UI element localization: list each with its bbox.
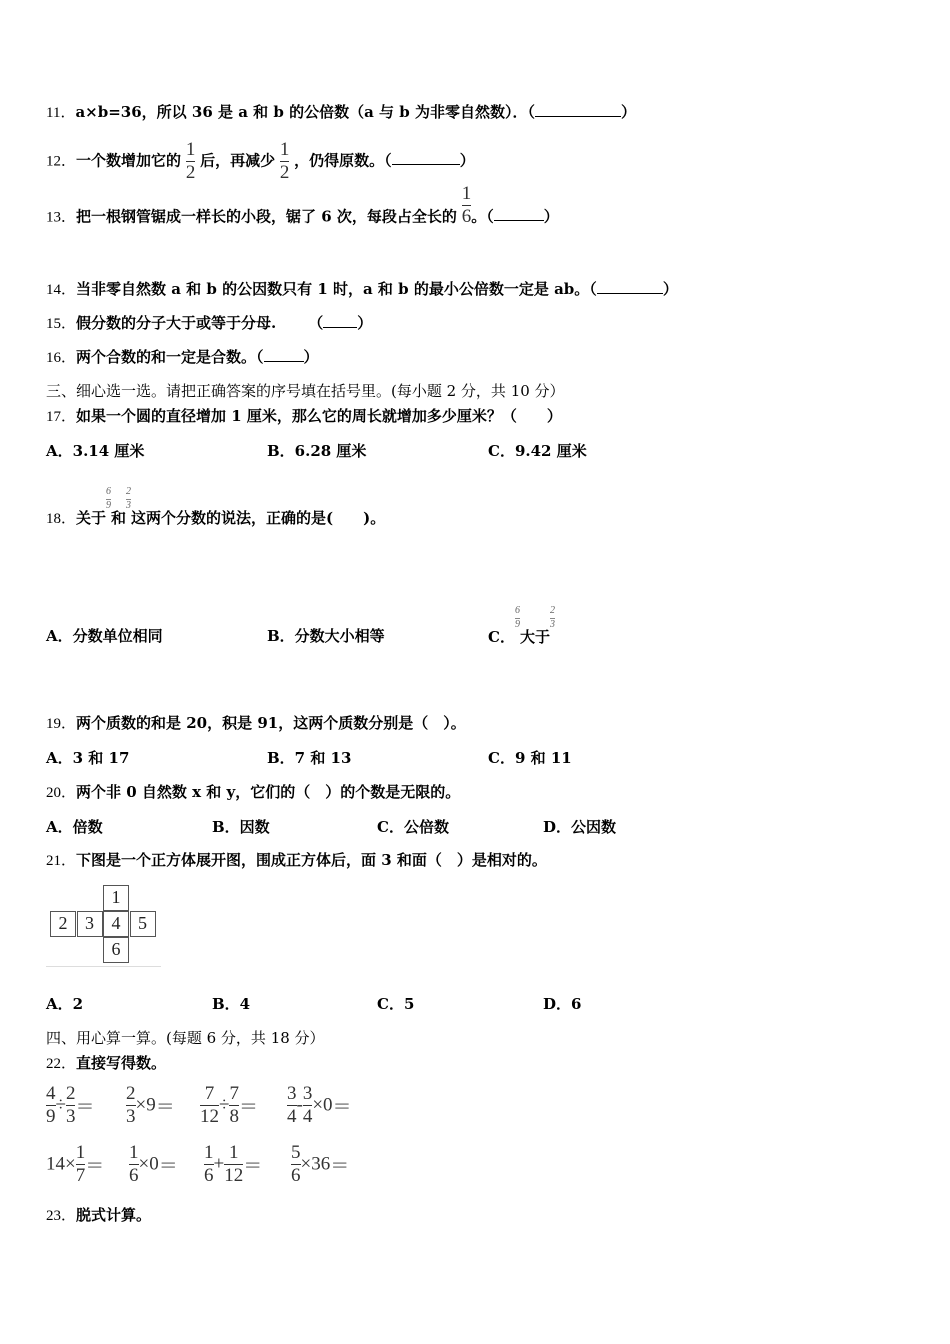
question-number: 21．	[46, 853, 77, 869]
answer-blank[interactable]	[264, 347, 304, 362]
question-number: 14．	[46, 282, 77, 298]
question-number: 22．	[46, 1056, 77, 1072]
answer-blank[interactable]	[392, 150, 460, 165]
fraction: $\frac{1}{6}$	[204, 1142, 214, 1186]
question-text: ，仍得原数。（	[294, 151, 392, 170]
question-20	[46, 782, 460, 803]
fraction: $\frac{2}{3}$	[126, 486, 132, 511]
fraction: $\frac{2}{3}$	[65, 1083, 76, 1127]
question-text: 。（	[471, 207, 494, 226]
calc-item: $\frac{1}{6}$ + $\frac{1}{12}$ ＝	[204, 1142, 263, 1186]
cube-net-diagram	[46, 882, 161, 968]
section-heading: 三、细心选一选。请把正确答案的序号填在括号里。(每小题 2 分，共 10 分）	[46, 382, 565, 400]
question-text: 当非零自然数 a 和 b 的公因数只有 1 时，a 和 b 的最小公倍数一定是 ab。（	[76, 280, 597, 298]
question-number: 19．	[46, 716, 77, 732]
section-heading: 四、用心算一算。(每题 6 分，共 18 分）	[46, 1029, 325, 1047]
fraction: $\frac{1}{2}$	[279, 139, 290, 183]
question-text: 后，再减少	[200, 151, 276, 170]
question-number: 12．	[46, 153, 77, 170]
calc-item: 14× $\frac{1}{7}$ ＝	[46, 1142, 105, 1186]
calc-item: $\frac{3}{4}$ - $\frac{3}{4}$ ×0＝	[287, 1083, 352, 1127]
option-c[interactable]: C．9.42 厘米	[488, 442, 587, 460]
question-17	[46, 406, 562, 427]
net-face: 1	[103, 885, 129, 911]
answer-blank[interactable]	[535, 102, 621, 117]
question-text: 脱式计算。	[76, 1206, 152, 1224]
fraction: $\frac{1}{2}$	[185, 139, 196, 183]
question-text: 和	[111, 509, 127, 527]
bracket-open: （	[308, 314, 324, 332]
option-b[interactable]: B．分数大小相等	[267, 627, 385, 645]
question-text: 把一根钢管锯成一样长的小段，锯了 6 次，每段占全长的	[76, 207, 457, 226]
option-c[interactable]: C．9 和 11	[488, 749, 572, 767]
option-b[interactable]: B．因数	[212, 818, 270, 836]
net-face: 5	[130, 911, 156, 937]
fraction: $\frac{1}{6}$	[461, 183, 472, 227]
calc-item: $\frac{7}{12}$ ÷ $\frac{7}{8}$ ＝	[200, 1083, 258, 1127]
calc-item: $\frac{2}{3}$ ×9＝	[126, 1083, 175, 1127]
question-13	[46, 183, 559, 239]
fraction: $\frac{2}{3}$	[549, 605, 555, 630]
option-a[interactable]: A．3.14 厘米	[46, 442, 145, 460]
bracket-close: ）	[662, 280, 678, 298]
bracket-close: ）	[620, 103, 636, 121]
option-c[interactable]: C．公倍数	[377, 818, 449, 836]
option-a[interactable]: A．分数单位相同	[46, 627, 163, 645]
question-21	[46, 850, 547, 871]
option-a[interactable]: A．3 和 17	[46, 749, 130, 767]
bracket-close: ）	[357, 314, 373, 332]
question-number: 23．	[46, 1208, 77, 1224]
question-12	[46, 140, 475, 183]
fraction: $\frac{5}{6}$	[291, 1142, 301, 1186]
question-text: 这两个分数的说法，正确的是( )。	[131, 509, 386, 527]
question-text: 一个数增加它的	[76, 151, 182, 170]
fraction: $\frac{3}{4}$	[302, 1083, 313, 1127]
option-d[interactable]: D．公因数	[543, 818, 617, 836]
question-11	[46, 102, 636, 123]
bracket-close: ）	[303, 348, 319, 366]
fraction: $\frac{2}{3}$	[126, 1083, 136, 1127]
question-number: 17．	[46, 409, 77, 425]
question-number: 18．	[46, 511, 77, 527]
option-d[interactable]: D．6	[543, 995, 582, 1013]
question-text: 关于	[76, 509, 107, 527]
net-face: 4	[103, 911, 129, 937]
option-b[interactable]: B．7 和 13	[267, 749, 352, 767]
question-text: 两个合数的和一定是合数。（	[76, 348, 264, 366]
fraction: $\frac{7}{12}$	[200, 1083, 219, 1127]
question-14	[46, 279, 678, 300]
answer-blank[interactable]	[323, 313, 357, 328]
question-number: 15．	[46, 316, 77, 332]
option-b[interactable]: B．4	[212, 995, 251, 1013]
answer-blank[interactable]	[494, 206, 544, 221]
calc-item: $\frac{4}{9}$ ÷ $\frac{2}{3}$ ＝	[46, 1083, 95, 1127]
net-face: 3	[77, 911, 103, 937]
fraction: $\frac{1}{6}$	[129, 1142, 139, 1186]
bracket-close: ）	[459, 151, 475, 170]
question-18	[46, 486, 386, 531]
option-c[interactable]: C． $\frac{6}{9}$ 大于 $\frac{2}{3}$	[488, 605, 555, 646]
calc-item: $\frac{5}{6}$ ×36＝	[291, 1142, 350, 1186]
question-16	[46, 347, 319, 368]
question-number: 20．	[46, 785, 77, 801]
option-a[interactable]: A．2	[46, 995, 84, 1013]
option-b[interactable]: B．6.28 厘米	[267, 442, 367, 460]
question-number: 11．	[46, 105, 76, 121]
fraction: $\frac{1}{7}$	[75, 1142, 86, 1186]
question-number: 13．	[46, 209, 77, 226]
question-text: 两个质数的和是 20，积是 91，这两个质数分别是（ ）。	[76, 714, 466, 732]
question-number: 16．	[46, 350, 77, 366]
net-face: 2	[50, 911, 76, 937]
fraction: $\frac{6}{9}$	[106, 486, 112, 511]
question-19	[46, 713, 466, 734]
question-text: 两个非 0 自然数 x 和 y，它们的（ ）的个数是无限的。	[76, 783, 461, 801]
answer-blank[interactable]	[597, 279, 663, 294]
fraction: $\frac{3}{4}$	[287, 1083, 297, 1127]
fraction: $\frac{4}{9}$	[46, 1083, 56, 1127]
bracket-close: ）	[543, 207, 559, 226]
divider	[46, 966, 161, 967]
fraction: $\frac{6}{9}$	[514, 605, 520, 630]
fraction: $\frac{7}{8}$	[229, 1083, 239, 1127]
question-15	[46, 313, 372, 334]
question-text: 假分数的分子大于或等于分母.	[76, 314, 277, 332]
option-a[interactable]: A．倍数	[46, 818, 103, 836]
question-text: 如果一个圆的直径增加 1 厘米，那么它的周长就增加多少厘米？（ ）	[76, 407, 562, 425]
fraction: $\frac{1}{12}$	[224, 1142, 244, 1186]
calc-item: $\frac{1}{6}$ ×0＝	[129, 1142, 178, 1186]
question-text: 下图是一个正方体展开图，围成正方体后，面 3 和面（ ）是相对的。	[76, 851, 547, 869]
question-22	[46, 1053, 166, 1074]
question-text: 直接写得数。	[76, 1054, 167, 1072]
question-text: a×b=36，所以 36 是 a 和 b 的公倍数（a 与 b 为非零自然数）．（	[75, 103, 535, 121]
question-23	[46, 1205, 151, 1226]
option-c[interactable]: C．5	[377, 995, 415, 1013]
net-face: 6	[103, 937, 129, 963]
